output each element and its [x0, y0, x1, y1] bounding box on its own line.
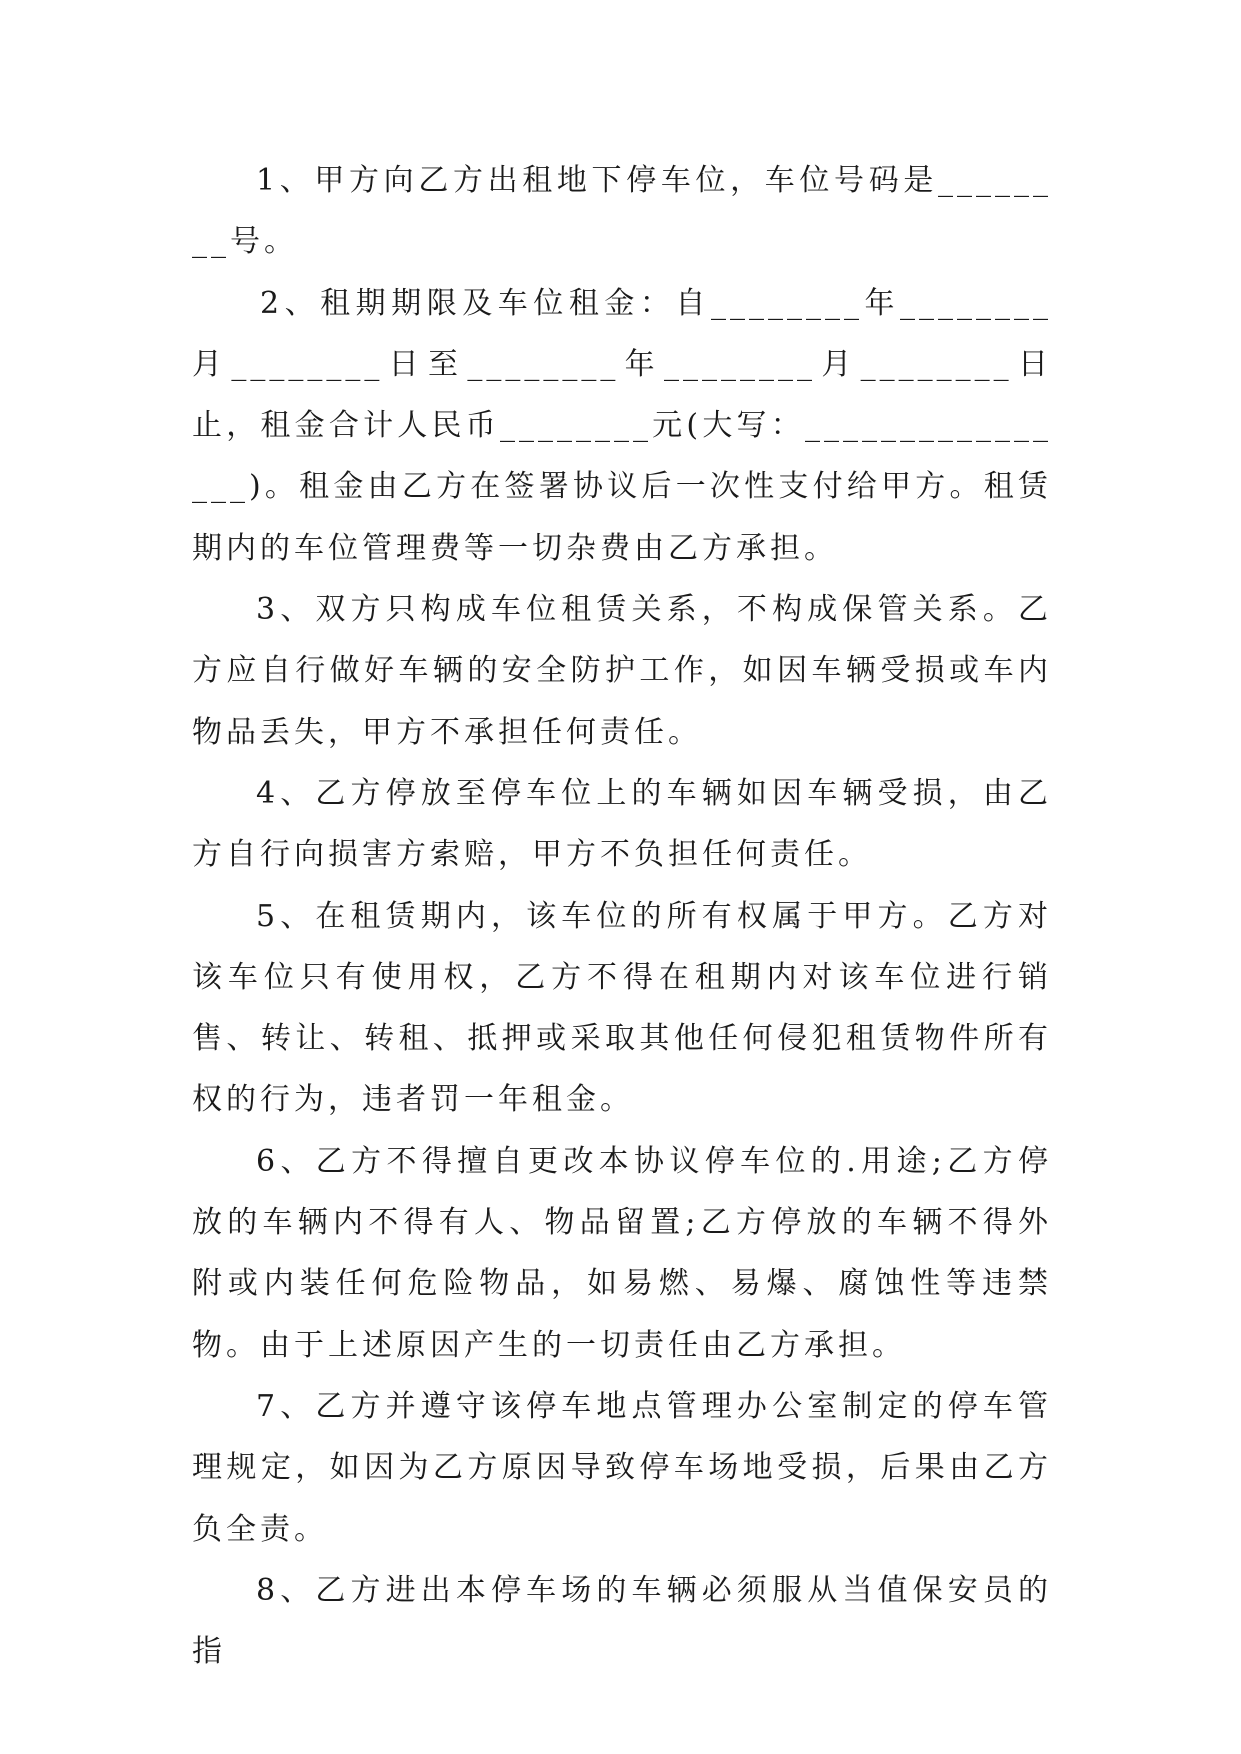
clause-4: 4、乙方停放至停车位上的车辆如因车辆受损，由乙方自行向损害方索赔，甲方不负担任何责任。: [192, 775, 1052, 873]
clause-1: 1、甲方向乙方出租地下停车位，车位号码是________号。: [192, 163, 1052, 260]
document-body: [192, 150, 1052, 1682]
clause-7: 7、乙方并遵守该停车地点管理办公室制定的停车管理规定，如因为乙方原因导致停车场地受损，后果由乙方负全责。: [192, 1388, 1052, 1547]
clause-3: 3、双方只构成车位租赁关系，不构成保管关系。乙方应自行做好车辆的安全防护工作，如因车辆受损或车内物品丢失，甲方不承担任何责任。: [192, 592, 1052, 750]
clause-8: 8、乙方进出本停车场的车辆必须服从当值保安员的指: [192, 1572, 1052, 1670]
clause-6: 6、乙方不得擅自更改本协议停车位的.用途;乙方停放的车辆内不得有人、物品留置;乙方停放的车辆不得外附或内装任何危险物品，如易燃、易爆、腐蚀性等违禁物。由于上述原因产生的一切责任由乙方承担。: [192, 1143, 1052, 1363]
clause-2: 2、租期期限及车位租金：自________年________月________日至________年________月________日止，租金合计人民币________元(大写：________________)。租金由乙方在签署协议后一次性支付给甲方。租赁期内的车位管理费等一切杂费由乙方承担。: [192, 285, 1052, 566]
clause-5: 5、在租赁期内，该车位的所有权属于甲方。乙方对该车位只有使用权，乙方不得在租期内对该车位进行销售、转让、转租、抵押或采取其他任何侵犯租赁物件所有权的行为，违者罚一年租金。: [192, 898, 1052, 1118]
